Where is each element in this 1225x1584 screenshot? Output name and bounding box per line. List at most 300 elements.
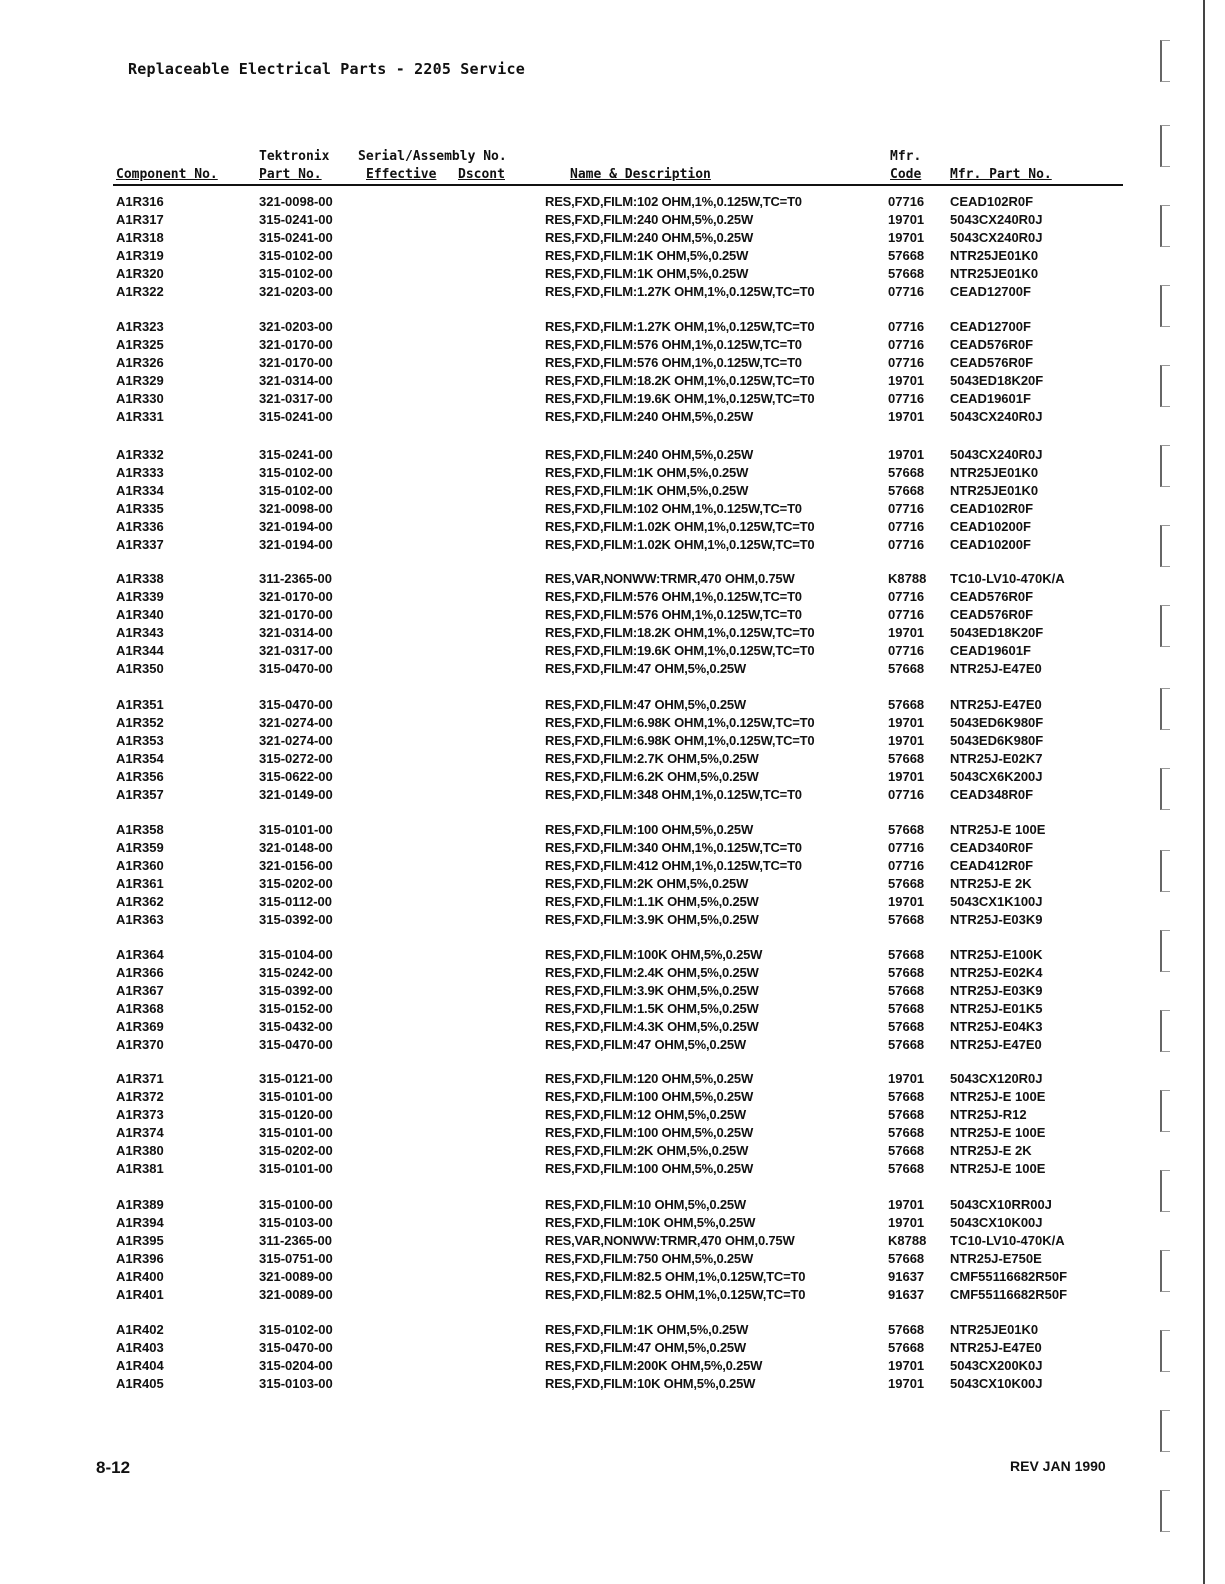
cell-desc: RES,FXD,FILM:4.3K OHM,5%,0.25W [545,1019,759,1034]
cell-part: 315-0241-00 [259,447,333,462]
cell-part: 311-2365-00 [259,1233,333,1248]
cell-desc: RES,FXD,FILM:340 OHM,1%,0.125W,TC=T0 [545,840,802,855]
cell-part: 315-0470-00 [259,697,333,712]
cell-mpn: CEAD576R0F [950,607,1034,622]
cell-code: 19701 [888,409,925,424]
cell-comp: A1R362 [116,894,164,909]
cell-mpn: 5043CX120R0J [950,1071,1043,1086]
cell-part: 315-0101-00 [259,1089,333,1104]
cell-part: 321-0149-00 [259,787,333,802]
row-group [0,446,1225,554]
cell-mpn: CMF55116682R50F [950,1269,1068,1284]
cell-mpn: 5043CX10K00J [950,1215,1043,1230]
cell-part: 315-0101-00 [259,1125,333,1140]
cell-part: 321-0317-00 [259,643,333,658]
cell-code: 19701 [888,1215,925,1230]
cell-desc: RES,FXD,FILM:10K OHM,5%,0.25W [545,1215,756,1230]
cell-mpn: 5043CX10RR00J [950,1197,1052,1212]
table-row [0,982,1225,1000]
cell-desc: RES,FXD,FILM:102 OHM,1%,0.125W,TC=T0 [545,194,802,209]
cell-comp: A1R358 [116,822,164,837]
cell-part: 315-0152-00 [259,1001,333,1016]
cell-part: 321-0314-00 [259,625,333,640]
cell-comp: A1R380 [116,1143,164,1158]
cell-mpn: CEAD412R0F [950,858,1034,873]
cell-comp: A1R335 [116,501,164,516]
table-row [0,1142,1225,1160]
cell-desc: RES,FXD,FILM:240 OHM,5%,0.25W [545,447,754,462]
cell-part: 315-0103-00 [259,1376,333,1391]
cell-desc: RES,FXD,FILM:100 OHM,5%,0.25W [545,1089,754,1104]
cell-mpn: CEAD19601F [950,643,1031,658]
cell-desc: RES,FXD,FILM:200K OHM,5%,0.25W [545,1358,763,1373]
cell-desc: RES,FXD,FILM:18.2K OHM,1%,0.125W,TC=T0 [545,373,815,388]
table-row [0,714,1225,732]
cell-part: 315-0241-00 [259,230,333,245]
cell-comp: A1R400 [116,1269,164,1284]
cell-mpn: NTR25JE01K0 [950,1322,1039,1337]
table-row [0,318,1225,336]
cell-code: 19701 [888,1358,925,1373]
cell-comp: A1R343 [116,625,164,640]
cell-desc: RES,FXD,FILM:100 OHM,5%,0.25W [545,1125,754,1140]
cell-part: 315-0392-00 [259,912,333,927]
cell-part: 321-0098-00 [259,501,333,516]
cell-part: 315-0103-00 [259,1215,333,1230]
table-row [0,446,1225,464]
cell-part: 315-0392-00 [259,983,333,998]
cell-comp: A1R323 [116,319,164,334]
cell-mpn: NTR25J-E04K3 [950,1019,1043,1034]
cell-desc: RES,FXD,FILM:1K OHM,5%,0.25W [545,1322,749,1337]
cell-code: 91637 [888,1269,925,1284]
table-row [0,696,1225,714]
cell-comp: A1R333 [116,465,164,480]
cell-part: 315-0102-00 [259,248,333,263]
cell-comp: A1R368 [116,1001,164,1016]
cell-comp: A1R366 [116,965,164,980]
table-row [0,1286,1225,1304]
cell-code: 57668 [888,912,925,927]
cell-desc: RES,FXD,FILM:576 OHM,1%,0.125W,TC=T0 [545,589,802,604]
table-row [0,732,1225,750]
cell-comp: A1R338 [116,571,164,586]
cell-comp: A1R329 [116,373,164,388]
cell-code: 57668 [888,661,925,676]
cell-code: 07716 [888,787,925,802]
cell-desc: RES,FXD,FILM:100 OHM,5%,0.25W [545,1161,754,1176]
column-header-effective: Effective [366,167,437,182]
cell-code: 07716 [888,537,925,552]
cell-comp: A1R404 [116,1358,164,1373]
cell-code: 57668 [888,1251,925,1266]
cell-mpn: CEAD10200F [950,537,1031,552]
cell-mpn: NTR25JE01K0 [950,248,1039,263]
cell-code: K8788 [888,571,927,586]
cell-mpn: NTR25J-E47E0 [950,1340,1042,1355]
cell-code: 07716 [888,319,925,334]
cell-part: 315-0102-00 [259,465,333,480]
cell-comp: A1R357 [116,787,164,802]
cell-comp: A1R319 [116,248,164,263]
table-row [0,750,1225,768]
cell-mpn: NTR25JE01K0 [950,465,1039,480]
revision-date: REV JAN 1990 [1010,1458,1106,1474]
cell-mpn: NTR25J-E03K9 [950,912,1043,927]
cell-part: 321-0194-00 [259,537,333,552]
table-row [0,1339,1225,1357]
cell-code: 19701 [888,733,925,748]
cell-mpn: CEAD10200F [950,519,1031,534]
cell-part: 321-0089-00 [259,1269,333,1284]
cell-part: 315-0102-00 [259,1322,333,1337]
cell-part: 315-0121-00 [259,1071,333,1086]
cell-mpn: CEAD19601F [950,391,1031,406]
cell-part: 315-0104-00 [259,947,333,962]
cell-code: 07716 [888,643,925,658]
cell-code: 19701 [888,715,925,730]
table-row [0,1357,1225,1375]
cell-comp: A1R405 [116,1376,164,1391]
table-row [0,1124,1225,1142]
cell-part: 315-0102-00 [259,266,333,281]
table-row [0,518,1225,536]
cell-part: 321-0274-00 [259,733,333,748]
table-row [0,768,1225,786]
cell-part: 321-0148-00 [259,840,333,855]
cell-code: 07716 [888,284,925,299]
table-row [0,336,1225,354]
cell-desc: RES,FXD,FILM:1.02K OHM,1%,0.125W,TC=T0 [545,537,815,552]
cell-comp: A1R326 [116,355,164,370]
table-row [0,606,1225,624]
column-header-part-no: Part No. [259,167,322,182]
cell-mpn: CEAD576R0F [950,589,1034,604]
page-header-title: Replaceable Electrical Parts - 2205 Service [128,60,525,78]
cell-desc: RES,FXD,FILM:1K OHM,5%,0.25W [545,465,749,480]
cell-desc: RES,FXD,FILM:240 OHM,5%,0.25W [545,409,754,424]
cell-code: 19701 [888,1376,925,1391]
cell-code: 07716 [888,194,925,209]
cell-comp: A1R356 [116,769,164,784]
table-row [0,1268,1225,1286]
cell-desc: RES,FXD,FILM:348 OHM,1%,0.125W,TC=T0 [545,787,802,802]
cell-desc: RES,VAR,NONWW:TRMR,470 OHM,0.75W [545,1233,795,1248]
row-group [0,570,1225,678]
cell-code: 57668 [888,1322,925,1337]
table-row [0,1000,1225,1018]
cell-part: 321-0203-00 [259,284,333,299]
cell-mpn: CEAD348R0F [950,787,1034,802]
cell-code: 57668 [888,822,925,837]
cell-comp: A1R337 [116,537,164,552]
table-row [0,570,1225,588]
cell-desc: RES,FXD,FILM:82.5 OHM,1%,0.125W,TC=T0 [545,1287,806,1302]
cell-code: 57668 [888,751,925,766]
cell-comp: A1R374 [116,1125,164,1140]
cell-mpn: 5043ED6K980F [950,733,1044,748]
table-row [0,624,1225,642]
cell-mpn: CEAD12700F [950,284,1031,299]
cell-part: 315-0622-00 [259,769,333,784]
row-group [0,1070,1225,1178]
cell-mpn: CMF55116682R50F [950,1287,1068,1302]
cell-code: 57668 [888,697,925,712]
cell-part: 315-0120-00 [259,1107,333,1122]
cell-part: 315-0102-00 [259,483,333,498]
cell-part: 321-0156-00 [259,858,333,873]
row-group [0,1321,1225,1393]
cell-desc: RES,FXD,FILM:240 OHM,5%,0.25W [545,230,754,245]
cell-comp: A1R373 [116,1107,164,1122]
cell-desc: RES,FXD,FILM:102 OHM,1%,0.125W,TC=T0 [545,501,802,516]
cell-desc: RES,FXD,FILM:100K OHM,5%,0.25W [545,947,763,962]
cell-mpn: NTR25J-E47E0 [950,697,1042,712]
cell-mpn: NTR25J-E 100E [950,822,1046,837]
table-row [0,964,1225,982]
cell-comp: A1R340 [116,607,164,622]
cell-code: 57668 [888,965,925,980]
cell-part: 315-0272-00 [259,751,333,766]
cell-desc: RES,FXD,FILM:2K OHM,5%,0.25W [545,876,749,891]
table-row [0,390,1225,408]
table-row [0,786,1225,804]
cell-desc: RES,FXD,FILM:1.02K OHM,1%,0.125W,TC=T0 [545,519,815,534]
binder-index-tabs [1160,0,1182,1584]
cell-part: 321-0170-00 [259,337,333,352]
table-row [0,408,1225,426]
cell-mpn: CEAD576R0F [950,337,1034,352]
cell-desc: RES,FXD,FILM:240 OHM,5%,0.25W [545,212,754,227]
cell-comp: A1R369 [116,1019,164,1034]
table-row [0,875,1225,893]
cell-desc: RES,FXD,FILM:2K OHM,5%,0.25W [545,1143,749,1158]
cell-part: 321-0170-00 [259,355,333,370]
cell-desc: RES,FXD,FILM:1.27K OHM,1%,0.125W,TC=T0 [545,284,815,299]
cell-comp: A1R402 [116,1322,164,1337]
page-edge [1203,0,1205,1584]
cell-code: 19701 [888,212,925,227]
header-rule [113,184,1123,186]
cell-code: 57668 [888,1037,925,1052]
cell-desc: RES,FXD,FILM:82.5 OHM,1%,0.125W,TC=T0 [545,1269,806,1284]
cell-comp: A1R389 [116,1197,164,1212]
column-header-tektronix: Tektronix [259,149,330,164]
cell-comp: A1R371 [116,1071,164,1086]
cell-mpn: 5043CX240R0J [950,230,1043,245]
cell-mpn: NTR25J-E02K7 [950,751,1043,766]
table-row [0,1232,1225,1250]
cell-mpn: NTR25J-E01K5 [950,1001,1043,1016]
column-header-component-no: Component No. [116,167,218,182]
cell-mpn: 5043ED18K20F [950,625,1044,640]
table-row [0,1375,1225,1393]
cell-comp: A1R354 [116,751,164,766]
cell-desc: RES,FXD,FILM:19.6K OHM,1%,0.125W,TC=T0 [545,391,815,406]
cell-desc: RES,FXD,FILM:750 OHM,5%,0.25W [545,1251,754,1266]
cell-code: 07716 [888,840,925,855]
cell-part: 315-0112-00 [259,894,333,909]
cell-code: 19701 [888,1071,925,1086]
row-group [0,821,1225,929]
cell-mpn: NTR25J-E47E0 [950,1037,1042,1052]
table-row [0,660,1225,678]
cell-desc: RES,FXD,FILM:47 OHM,5%,0.25W [545,1340,746,1355]
table-row [0,893,1225,911]
cell-comp: A1R401 [116,1287,164,1302]
cell-mpn: 5043CX240R0J [950,212,1043,227]
cell-desc: RES,FXD,FILM:576 OHM,1%,0.125W,TC=T0 [545,607,802,622]
cell-part: 315-0241-00 [259,409,333,424]
cell-part: 321-0274-00 [259,715,333,730]
cell-desc: RES,FXD,FILM:47 OHM,5%,0.25W [545,697,746,712]
table-row [0,1321,1225,1339]
cell-mpn: TC10-LV10-470K/A [950,1233,1065,1248]
cell-comp: A1R370 [116,1037,164,1052]
cell-mpn: TC10-LV10-470K/A [950,571,1065,586]
column-header-dscont: Dscont [458,167,505,182]
cell-desc: RES,FXD,FILM:6.98K OHM,1%,0.125W,TC=T0 [545,733,815,748]
cell-mpn: CEAD576R0F [950,355,1034,370]
cell-desc: RES,FXD,FILM:10K OHM,5%,0.25W [545,1376,756,1391]
cell-mpn: NTR25J-E 100E [950,1161,1046,1176]
table-row [0,946,1225,964]
cell-desc: RES,FXD,FILM:3.9K OHM,5%,0.25W [545,912,759,927]
cell-part: 311-2365-00 [259,571,333,586]
cell-mpn: 5043CX6K200J [950,769,1043,784]
cell-code: 19701 [888,447,925,462]
cell-comp: A1R394 [116,1215,164,1230]
cell-desc: RES,FXD,FILM:1K OHM,5%,0.25W [545,248,749,263]
cell-desc: RES,FXD,FILM:1K OHM,5%,0.25W [545,483,749,498]
table-row [0,1214,1225,1232]
cell-code: 57668 [888,1143,925,1158]
table-row [0,372,1225,390]
table-row [0,283,1225,301]
column-header-mfr-part-no: Mfr. Part No. [950,167,1052,182]
cell-part: 315-0470-00 [259,661,333,676]
cell-mpn: NTR25J-E100K [950,947,1043,962]
cell-part: 321-0170-00 [259,589,333,604]
cell-part: 315-0242-00 [259,965,333,980]
cell-desc: RES,FXD,FILM:1K OHM,5%,0.25W [545,266,749,281]
cell-code: 57668 [888,1089,925,1104]
cell-comp: A1R332 [116,447,164,462]
cell-desc: RES,FXD,FILM:2.7K OHM,5%,0.25W [545,751,759,766]
table-row [0,1036,1225,1054]
table-row [0,500,1225,518]
cell-code: 07716 [888,607,925,622]
cell-comp: A1R336 [116,519,164,534]
row-group [0,946,1225,1054]
row-group [0,696,1225,804]
cell-comp: A1R322 [116,284,164,299]
table-row [0,536,1225,554]
table-row [0,642,1225,660]
cell-comp: A1R339 [116,589,164,604]
cell-comp: A1R334 [116,483,164,498]
column-header-name-description: Name & Description [570,167,711,182]
cell-desc: RES,FXD,FILM:6.98K OHM,1%,0.125W,TC=T0 [545,715,815,730]
cell-mpn: NTR25J-E 2K [950,876,1032,891]
cell-part: 315-0470-00 [259,1340,333,1355]
cell-mpn: CEAD102R0F [950,501,1034,516]
cell-code: 07716 [888,501,925,516]
cell-mpn: NTR25J-E02K4 [950,965,1043,980]
cell-comp: A1R353 [116,733,164,748]
table-row [0,247,1225,265]
cell-mpn: 5043CX240R0J [950,447,1043,462]
cell-code: 07716 [888,391,925,406]
table-row [0,193,1225,211]
cell-desc: RES,FXD,FILM:10 OHM,5%,0.25W [545,1197,746,1212]
cell-comp: A1R331 [116,409,164,424]
cell-comp: A1R318 [116,230,164,245]
cell-code: 57668 [888,465,925,480]
cell-code: 57668 [888,876,925,891]
cell-code: 57668 [888,1001,925,1016]
row-group [0,1196,1225,1304]
table-row [0,588,1225,606]
cell-mpn: CEAD12700F [950,319,1031,334]
cell-desc: RES,FXD,FILM:6.2K OHM,5%,0.25W [545,769,759,784]
cell-part: 321-0314-00 [259,373,333,388]
cell-code: 19701 [888,373,925,388]
cell-comp: A1R403 [116,1340,164,1355]
page-number: 8-12 [96,1458,131,1477]
cell-mpn: NTR25J-E 2K [950,1143,1032,1158]
cell-code: 19701 [888,894,925,909]
cell-comp: A1R351 [116,697,164,712]
cell-code: 57668 [888,266,925,281]
cell-part: 321-0317-00 [259,391,333,406]
cell-comp: A1R344 [116,643,164,658]
cell-part: 315-0241-00 [259,212,333,227]
cell-desc: RES,FXD,FILM:1.27K OHM,1%,0.125W,TC=T0 [545,319,815,334]
cell-part: 315-0432-00 [259,1019,333,1034]
cell-part: 315-0470-00 [259,1037,333,1052]
cell-desc: RES,FXD,FILM:576 OHM,1%,0.125W,TC=T0 [545,337,802,352]
cell-desc: RES,FXD,FILM:412 OHM,1%,0.125W,TC=T0 [545,858,802,873]
table-row [0,1106,1225,1124]
cell-mpn: 5043ED6K980F [950,715,1044,730]
cell-mpn: NTR25J-E47E0 [950,661,1042,676]
table-row [0,1088,1225,1106]
cell-part: 321-0203-00 [259,319,333,334]
table-row [0,1070,1225,1088]
cell-code: 57668 [888,1340,925,1355]
cell-part: 321-0098-00 [259,194,333,209]
cell-desc: RES,FXD,FILM:3.9K OHM,5%,0.25W [545,983,759,998]
cell-code: 07716 [888,858,925,873]
cell-mpn: 5043ED18K20F [950,373,1044,388]
cell-comp: A1R330 [116,391,164,406]
cell-part: 315-0751-00 [259,1251,333,1266]
cell-mpn: NTR25J-E03K9 [950,983,1043,998]
cell-comp: A1R325 [116,337,164,352]
cell-code: 19701 [888,625,925,640]
table-row [0,911,1225,929]
cell-comp: A1R364 [116,947,164,962]
cell-code: K8788 [888,1233,927,1248]
cell-desc: RES,VAR,NONWW:TRMR,470 OHM,0.75W [545,571,795,586]
cell-part: 321-0194-00 [259,519,333,534]
table-row [0,1160,1225,1178]
cell-desc: RES,FXD,FILM:18.2K OHM,1%,0.125W,TC=T0 [545,625,815,640]
cell-comp: A1R316 [116,194,164,209]
cell-code: 19701 [888,230,925,245]
table-row [0,265,1225,283]
